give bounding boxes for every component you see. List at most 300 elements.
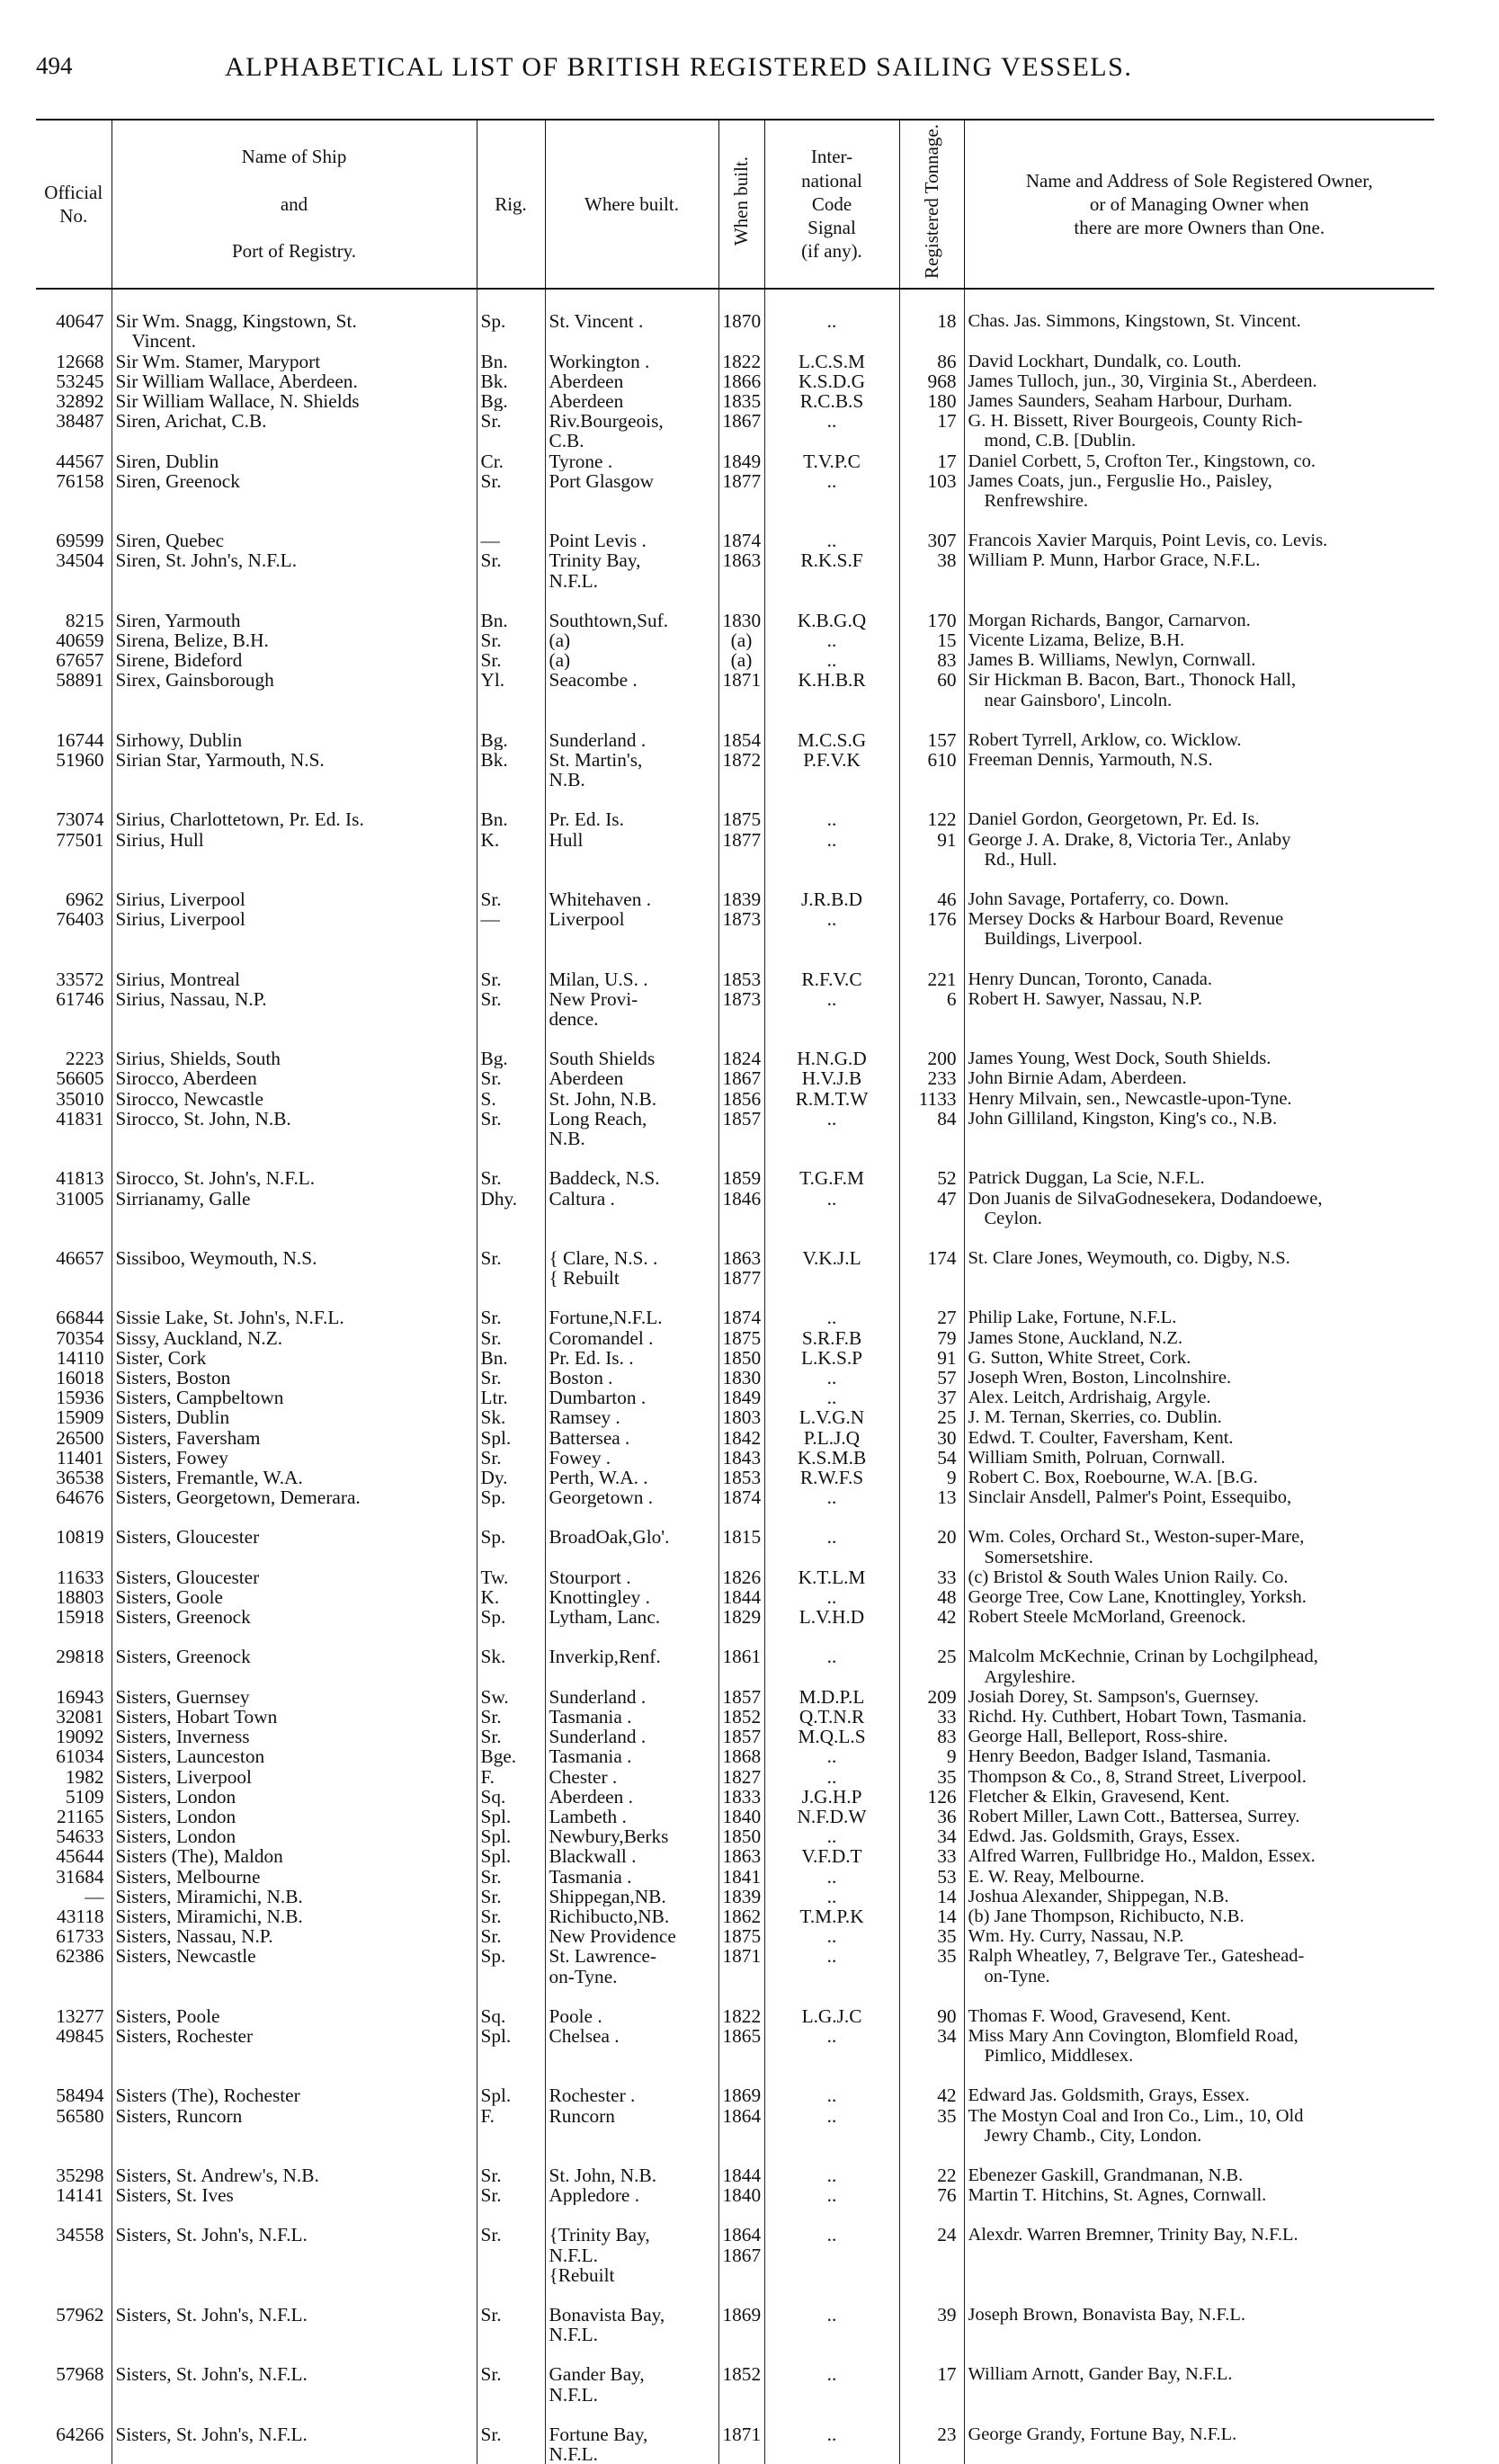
cell-ship-name-line: Sisters, Miramichi, N.B. [115,1886,303,1906]
cell-signal [764,1746,899,1766]
cell-tonnage [899,790,964,829]
cell-ship-name [112,1448,477,1468]
cell-ship-name [112,550,477,590]
cell-tonnage-line: 968 [927,370,957,391]
cell-signal [764,989,899,1029]
cell-ship-name-line: Sisters, Greenock [115,1646,251,1668]
cell-signal-line: .. [826,2304,837,2326]
cell-owner-line: George Hall, Belleport, Ross-shire. [968,1727,1228,1747]
cell-signal-line: .. [826,310,837,333]
cell-rig [477,2185,545,2205]
cell-signal [764,391,899,411]
cell-official-no-line: 16744 [56,728,104,751]
cell-owner [964,451,1434,471]
cell-rig [477,1707,545,1727]
cell-where-built-line: on-Tyne. [549,1965,618,1986]
cell-where-built-line: Fowey . [549,1447,611,1468]
cell-rig-line: Sr. [480,2185,502,2206]
cell-official-no-line: 41831 [56,1108,104,1129]
cell-when-built-line: 1857 [722,1108,762,1129]
cell-when-built-line: 1871 [722,2423,762,2445]
cell-tonnage [899,1109,964,1148]
cell-ship-name-line: Sisters, St. Andrew's, N.B. [115,2165,319,2186]
cell-owner [964,1487,1434,1507]
cell-tonnage [899,1468,964,1487]
cell-official-no-line: 32892 [56,391,104,412]
cell-rig [477,1189,545,1228]
cell-where-built-line: (a) [549,630,571,651]
cell-owner-line: (b) Jane Thompson, Richibucto, N.B. [968,1906,1245,1926]
cell-signal-line: P.F.V.K [803,750,861,772]
cell-ship-name-line: Siren, Quebec [115,530,225,551]
cell-owner [964,950,1434,989]
cell-signal [764,451,899,471]
cell-rig [477,1348,545,1368]
cell-when-built [718,2146,764,2185]
cell-where-built-line: Seacombe . [549,670,638,692]
cell-where-built [545,1448,718,1468]
cell-owner-line: E. W. Reay, Melbourne. [968,1866,1145,1887]
cell-tonnage-line: 20 [937,1526,957,1549]
cell-owner [964,1826,1434,1846]
cell-where-built [545,1926,718,1946]
cell-when-built [718,1068,764,1088]
cell-when-built-line: 1867 [722,2244,762,2266]
cell-owner-line: Miss Mary Ann Covington, Blomfield Road, [968,2026,1298,2047]
cell-official-no [36,1687,112,1707]
cell-official-no-line: 61733 [56,1926,104,1947]
cell-tonnage [899,1727,964,1746]
cell-signal [764,2405,899,2464]
cell-signal-line: .. [826,988,837,1010]
cell-official-no [36,1867,112,1887]
cell-where-built-line: Port Glasgow [549,470,655,492]
cell-signal [764,790,899,829]
table-row [36,1448,1434,1468]
cell-owner-line: Jewry Chamb., City, London. [984,2125,1202,2146]
cell-when-built-line: 1830 [722,609,762,631]
cell-when-built-line: 1841 [722,1866,762,1887]
cell-when-built-line: 1871 [722,670,762,692]
cell-official-no [36,471,112,511]
cell-where-built-line: Runcorn [549,2105,615,2127]
cell-where-built-line: C.B. [549,430,584,451]
cell-signal-line: .. [826,2165,837,2186]
cell-where-built-line: Caltura . [549,1188,615,1210]
cell-when-built-line: 1853 [722,1467,762,1488]
cell-rig [477,1288,545,1327]
cell-tonnage-line: 83 [937,650,957,671]
cell-signal [764,411,899,451]
cell-rig [477,2405,545,2464]
cell-where-built-line: Southtown,Suf. [549,609,669,631]
cell-where-built [545,1468,718,1487]
cell-where-built [545,830,718,870]
cell-when-built-line: 1875 [722,1327,762,1348]
cell-ship-name-line: Sisters (The), Rochester [115,2085,300,2106]
cell-tonnage [899,2285,964,2344]
cell-signal-line: K.S.M.B [797,1447,867,1468]
cell-rig-line: K. [480,1586,500,1608]
cell-rig-line: Sr. [480,1327,502,1348]
cell-where-built [545,1746,718,1766]
cell-ship-name-line: Sisters, Hobart Town [115,1706,278,1727]
cell-official-no-line: 1982 [65,1766,104,1787]
cell-tonnage [899,2066,964,2105]
cell-tonnage-line: 35 [937,2105,957,2127]
col-owner-line1: Name and Address of Sole Registered Owner, [1025,169,1373,192]
cell-owner-line: Argyleshire. [984,1666,1076,1687]
table-row [36,1846,1434,1866]
cell-official-no-line: 26500 [56,1427,104,1448]
cell-owner [964,511,1434,550]
cell-signal-line: M.C.S.G [797,728,867,751]
cell-owner-line: Robert Steele McMorland, Greenock. [968,1607,1246,1628]
cell-where-built-line: {Trinity Bay, [549,2224,650,2246]
cell-signal [764,909,899,949]
cell-official-no [36,1926,112,1946]
cell-ship-name [112,1707,477,1727]
cell-rig-line: Sr. [480,1906,502,1927]
cell-rig [477,451,545,471]
table-row [36,2185,1434,2205]
cell-ship-name-line: Sisters, Gloucester [115,1526,260,1549]
cell-owner-line: Edward Jas. Goldsmith, Grays, Essex. [968,2085,1250,2106]
cell-official-no-line: 15936 [56,1388,104,1408]
cell-where-built-line: Whitehaven . [549,888,652,910]
cell-official-no-line: 61034 [56,1746,104,1767]
cell-tonnage-line: 17 [937,2363,957,2386]
cell-where-built-line: {Rebuilt [549,2263,615,2286]
cell-ship-name-line: Sir William Wallace, Aberdeen. [115,370,358,391]
cell-where-built-line: Tasmania . [549,1866,632,1887]
cell-tonnage [899,830,964,870]
cell-when-built [718,1468,764,1487]
cell-rig-line: Bg. [480,1048,508,1069]
cell-ship-name [112,2026,477,2066]
cell-owner [964,2185,1434,2205]
cell-where-built [545,1348,718,1368]
cell-owner-line: Freeman Dennis, Yarmouth, N.S. [968,750,1213,771]
cell-signal [764,1507,899,1567]
cell-signal-line: R.K.S.F [800,550,863,572]
cell-when-built-line: 1853 [722,968,762,989]
cell-when-built-line: 1870 [722,310,762,333]
cell-tonnage [899,1407,964,1427]
cell-official-no [36,1807,112,1826]
cell-tonnage-line: 90 [937,2004,957,2027]
cell-where-built [545,1567,718,1587]
cell-tonnage [899,710,964,750]
cell-rig-line: Sr. [480,2224,502,2246]
cell-ship-name-line: Sirius, Montreal [115,968,240,989]
cell-signal [764,1767,899,1787]
cell-when-built-line: 1852 [722,1706,762,1727]
cell-ship-name [112,1288,477,1327]
cell-owner [964,1468,1434,1487]
cell-when-built-line: 1877 [722,1267,762,1289]
cell-tonnage [899,870,964,909]
cell-ship-name-line: Sirhowy, Dublin [115,728,243,751]
cell-signal [764,1328,899,1348]
cell-rig-line: Sp. [480,310,506,333]
cell-signal [764,1029,899,1068]
cell-ship-name [112,870,477,909]
cell-rig [477,870,545,909]
cell-official-no-line: 19092 [56,1727,104,1747]
cell-official-no [36,1707,112,1727]
cell-owner-line: Edwd. Jas. Goldsmith, Grays, Essex. [968,1826,1240,1847]
cell-rig-line: Sr. [480,550,502,572]
cell-ship-name [112,790,477,829]
cell-official-no [36,830,112,870]
cell-signal-line: .. [826,1367,837,1388]
cell-ship-name [112,1189,477,1228]
cell-ship-name [112,1746,477,1766]
table-row [36,1746,1434,1766]
cell-when-built [718,471,764,511]
cell-owner-line: Francois Xavier Marquis, Point Levis, co. Levis. [968,531,1328,551]
cell-when-built [718,1707,764,1727]
cell-owner-line: Robert H. Sawyer, Nassau, N.P. [968,988,1203,1009]
cell-where-built-line: Chester . [549,1766,618,1787]
cell-signal-line: R.W.F.S [799,1467,864,1488]
cell-rig [477,411,545,451]
cell-tonnage-line: 60 [937,670,957,692]
table-row [36,1109,1434,1148]
cell-official-no [36,1507,112,1567]
cell-rig [477,1328,545,1348]
cell-when-built [718,750,764,790]
col-signal-line1: Inter- [810,146,853,168]
cell-rig [477,1388,545,1407]
cell-rig-line: Bn. [480,808,508,830]
cell-tonnage-line: 37 [937,1388,957,1408]
cell-ship-name [112,1867,477,1887]
cell-owner-line: Robert Miller, Lawn Cott., Battersea, Surrey. [968,1806,1300,1826]
col-where-built: Where built. [545,120,718,289]
cell-rig [477,1407,545,1427]
cell-ship-name-line: Sisters, Nassau, N.P. [115,1926,273,1947]
cell-when-built-line: 1852 [722,2363,762,2386]
cell-when-built-line: (a) [730,630,753,651]
cell-tonnage-line: 35 [937,1926,957,1947]
table-row [36,1089,1434,1109]
cell-official-no [36,1089,112,1109]
cell-owner-line: Joshua Alexander, Shippegan, N.B. [968,1886,1229,1906]
table-row [36,471,1434,511]
cell-ship-name-line: Sirocco, St. John, N.B. [115,1108,291,1129]
cell-tonnage [899,1089,964,1109]
cell-signal [764,1687,899,1707]
cell-when-built-line: 1857 [722,1686,762,1707]
cell-tonnage-line: 33 [937,1706,957,1727]
cell-where-built [545,1148,718,1188]
cell-signal [764,1468,899,1487]
col-tonnage-label: Registered Tonnage. [920,124,942,279]
cell-tonnage [899,1946,964,1986]
table-row [36,1906,1434,1926]
cell-rig-line: Dhy. [480,1188,518,1210]
cell-where-built-line: Rochester . [549,2085,636,2106]
cell-owner-line: Henry Beedon, Badger Island, Tasmania. [968,1746,1271,1767]
cell-when-built-line: 1867 [722,1068,762,1089]
cell-when-built-line: 1856 [722,1088,762,1109]
cell-ship-name [112,1428,477,1448]
cell-tonnage-line: 57 [937,1367,957,1388]
cell-when-built [718,950,764,989]
cell-when-built [718,371,764,391]
cell-signal-line: K.S.D.G [799,370,865,391]
cell-where-built-line: Sunderland . [549,728,647,751]
cell-rig [477,1428,545,1448]
cell-rig [477,1887,545,1906]
cell-tonnage-line: 9 [946,1467,957,1488]
cell-tonnage [899,1687,964,1707]
cell-tonnage [899,550,964,590]
cell-signal [764,1587,899,1607]
cell-owner [964,830,1434,870]
cell-official-no-line: 16018 [56,1367,104,1388]
cell-when-built [718,411,764,451]
cell-signal [764,2026,899,2066]
cell-owner [964,550,1434,590]
cell-rig [477,550,545,590]
cell-tonnage-line: 84 [937,1108,957,1129]
cell-owner-line: Ralph Wheatley, 7, Belgrave Ter., Gateshead- [968,1946,1305,1967]
cell-signal [764,2205,899,2285]
cell-ship-name-line: Sisters, Campbeltown [115,1388,284,1408]
cell-owner-line: Daniel Gordon, Georgetown, Pr. Ed. Is. [968,809,1260,830]
cell-official-no-line: 46657 [56,1246,104,1269]
cell-when-built-line: 1846 [722,1188,762,1210]
table-row [36,1867,1434,1887]
cell-tonnage-line: 39 [937,2304,957,2326]
col-signal-line5: (if any). [801,240,862,263]
cell-signal-line: K.H.B.R [798,670,866,692]
cell-when-built [718,710,764,750]
cell-when-built-line: 1849 [722,451,762,471]
cell-tonnage-line: 174 [927,1246,957,1269]
cell-signal-line: J.R.B.D [800,888,863,910]
cell-ship-name-line: Sisters, Launceston [115,1746,265,1767]
table-row [36,989,1434,1029]
cell-when-built-line: 1877 [722,470,762,492]
cell-where-built [545,1487,718,1507]
cell-tonnage [899,1428,964,1448]
cell-where-built-line: Lytham, Lanc. [549,1607,661,1628]
cell-owner-line: James Stone, Auckland, N.Z. [968,1327,1183,1348]
cell-when-built-line: 1840 [722,1806,762,1827]
cell-signal [764,1926,899,1946]
cell-signal-line: M.Q.L.S [798,1727,866,1747]
cell-where-built [545,1068,718,1088]
cell-when-built-line: 1872 [722,750,762,772]
cell-rig [477,1906,545,1926]
cell-official-no-line: 76158 [56,470,104,492]
cell-when-built [718,1727,764,1746]
cell-when-built-line: 1857 [722,1727,762,1747]
cell-when-built [718,1787,764,1807]
cell-owner-line: James Coats, jun., Ferguslie Ho., Paisley, [968,470,1272,491]
cell-ship-name-line: Sissie Lake, St. John's, N.F.L. [115,1307,344,1328]
cell-when-built-line: 1840 [722,2185,762,2206]
cell-rig [477,1089,545,1109]
cell-ship-name [112,471,477,511]
cell-when-built [718,650,764,670]
cell-ship-name-line: Vincent. [131,330,196,352]
cell-owner [964,1567,1434,1587]
cell-where-built-line: (a) [549,650,571,671]
cell-where-built [545,1627,718,1686]
cell-where-built-line: N.F.L. [549,2383,599,2405]
cell-when-built [718,1109,764,1148]
cell-official-no-line: 69599 [56,530,104,551]
table-row [36,1487,1434,1507]
cell-rig-line: Cr. [480,451,504,471]
cell-when-built [718,2405,764,2464]
cell-official-no-line: 33572 [56,968,104,989]
cell-signal [764,1906,899,1926]
cell-ship-name [112,591,477,630]
cell-when-built [718,2106,764,2146]
table-row [36,1428,1434,1448]
cell-when-built-line: 1862 [722,1906,762,1927]
cell-ship-name-line: Sirene, Bideford [115,650,243,671]
cell-official-no-line: 18803 [56,1586,104,1608]
cell-signal [764,1887,899,1906]
cell-rig-line: Sr. [480,411,502,433]
cell-signal [764,1867,899,1887]
cell-tonnage [899,352,964,371]
cell-official-no [36,909,112,949]
col-signal-line4: Signal [807,217,856,239]
cell-ship-name-line: Sisters, Goole [115,1586,223,1608]
cell-signal [764,650,899,670]
cell-tonnage-line: 15 [937,630,957,651]
cell-tonnage-line: 126 [927,1786,957,1807]
cell-ship-name-line: Sisters, Rochester [115,2026,254,2048]
cell-ship-name-line: Sir Wm. Snagg, Kingstown, St. [115,310,357,333]
cell-tonnage-line: 47 [937,1188,957,1210]
cell-owner-line: Wm. Hy. Curry, Nassau, N.P. [968,1926,1184,1947]
cell-signal-line: .. [826,1926,837,1947]
cell-official-no [36,1328,112,1348]
table-row [36,1228,1434,1288]
cell-tonnage-line: 209 [927,1686,957,1707]
cell-ship-name [112,2285,477,2344]
cell-rig [477,1867,545,1887]
cell-signal-line: .. [826,2026,837,2048]
cell-official-no [36,550,112,590]
cell-when-built [718,2066,764,2105]
cell-rig-line: Sk. [480,1646,506,1668]
cell-rig [477,630,545,650]
cell-official-no-line: 44567 [56,451,104,471]
cell-ship-name [112,1068,477,1088]
cell-rig-line: Sr. [480,470,502,492]
cell-official-no [36,989,112,1029]
cell-owner-line: Patrick Duggan, La Scie, N.F.L. [968,1168,1205,1189]
cell-owner [964,1986,1434,2026]
col-signal-line3: Code [811,192,852,215]
cell-official-no [36,511,112,550]
cell-ship-name [112,289,477,351]
cell-owner [964,1587,1434,1607]
cell-where-built [545,391,718,411]
cell-when-built [718,2026,764,2066]
cell-where-built-line: Gander Bay, [549,2363,645,2386]
